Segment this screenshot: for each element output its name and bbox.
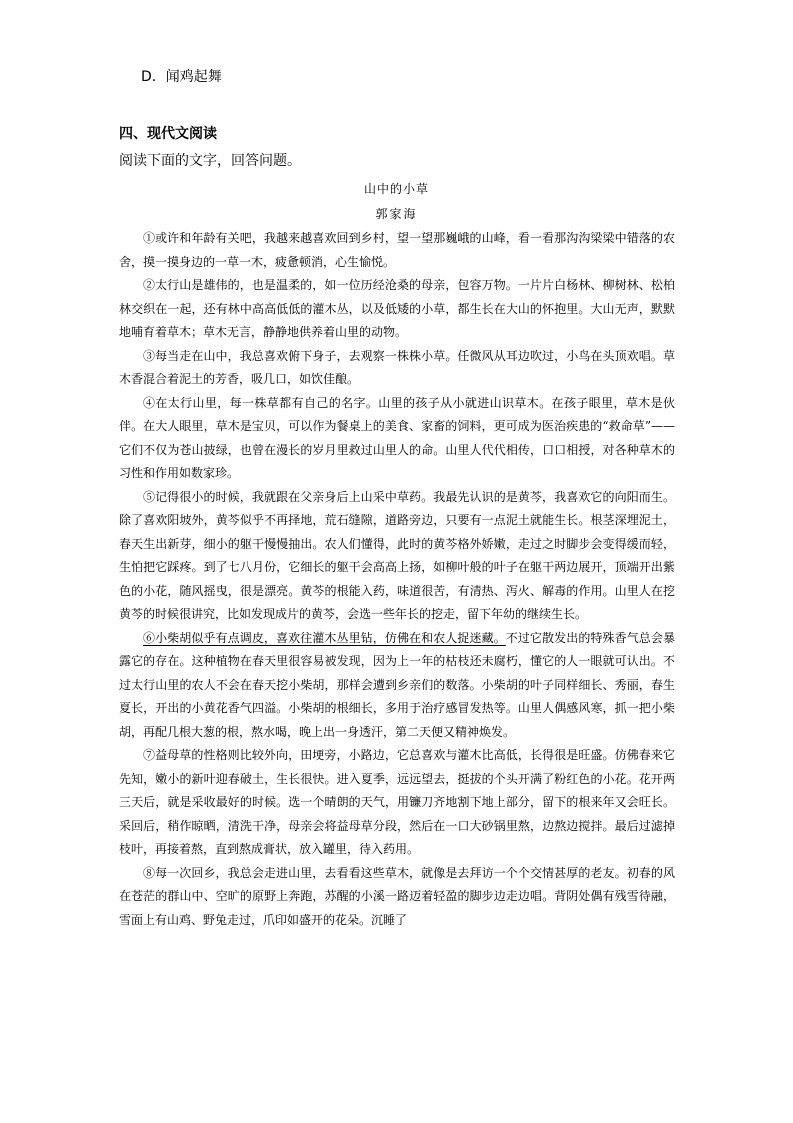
reading-instruction: 阅读下面的文字，回答问题。 xyxy=(119,153,301,169)
paragraph-5: ⑤记得很小的时候，我就跟在父亲身后上山采中草药。我最先认识的是黄芩，我喜欢它的向阳而生。除了喜欢阳坡外，黄芩似乎不再择地，荒石缝隙，道路旁边，只要有一点泥土就能生长。根茎深埋泥土，春天生出新芽，细小的躯干慢慢抽出。农人们懂得，此时的黄芩格外娇嫩，走过之时脚步会变得缓而轻，生怕把它踩疼。到了七八月份，它细长的躯干会高高上扬，如柳叶般的叶子在躯干两边展开，顶端开出紫色的小花，随风摇曳，很是漂亮。黄芩的根能入药，味道很苦，有清热、泻火、解毒的作用。山里人在挖黄芩的时候很讲究，比如发现成片的黄芩，会选一些年长的挖走，留下年幼的继续生长。 xyxy=(119,489,675,621)
underlined-sentence: ⑥小柴胡似乎有点调皮，喜欢往灌木丛里钻，仿佛在和农人捉迷藏。 xyxy=(143,630,506,645)
article-author: 郭家海 xyxy=(375,207,418,221)
paragraph-3: ③每当走在山中，我总喜欢俯下身子，去观察一株株小草。任微风从耳边吹过，小鸟在头顶欢唱。草木香混合着泥土的芳香，吸几口，如饮佳酿。 xyxy=(119,348,675,386)
section-heading: 四、现代文阅读 xyxy=(119,126,217,142)
paragraph-1: ①或许和年龄有关吧，我越来越喜欢回到乡村，望一望那巍峨的山峰，看一看那沟沟梁梁中错落的农舍，摸一摸身边的一草一木，疲惫顿消，心生愉悦。 xyxy=(119,231,675,269)
answer-option-d: D．闻鸡起舞 xyxy=(141,69,222,85)
paragraph-7: ⑦益母草的性格则比较外向，田埂旁，小路边，它总喜欢与灌木比高低，长得很是旺盛。仿佛春来它先知，嫩小的新叶迎春破土，生长很快。进入夏季，远远望去，挺拔的个头开满了粉红色的小花。花开两三天后，就是采收最好的时候。选一个晴朗的天气，用镰刀齐地割下地上部分，留下的根来年又会旺长。采回后，稍作晾晒，清洗干净，母亲会将益母草分段，然后在一口大砂锅里熬，边熬边搅拌。最后过滤掉枝叶，再接着熬，直到熬成膏状，放入罐里，待入药用。 xyxy=(119,748,675,856)
paragraph-8: ⑧每一次回乡，我总会走进山里，去看看这些草木，就像是去拜访一个个交情甚厚的老友。初春的风在苍茫的群山中、空旷的原野上奔跑，苏醒的小溪一路迈着轻盈的脚步边走边唱。背阴处偶有残雪待融，雪面上有山鸡、野兔走过，爪印如盛开的花朵。沉睡了 xyxy=(119,865,675,927)
paragraph-4: ④在太行山里，每一株草都有自己的名字。山里的孩子从小就进山识草木。在孩子眼里，草木是伙伴。在大人眼里，草木是宝贝，可以作为餐桌上的美食、家畜的饲料，更可成为医治疾患的“救命草”——它们不仅为苍山披绿，也曾在漫长的岁月里救过山里人的命。山里人代代相传，口口相授，对各种草木的习性和作用如数家珍。 xyxy=(119,395,675,480)
paragraph-6 xyxy=(119,627,675,745)
paragraph-6-rest: 不过它散发出的特殊香气总会暴露它的存在。这种植物在春天里很容易被发现，因为上一年的枯枝还未腐朽，懂它的人一眼就可认出。不过太行山里的农人不会在春天挖小柴胡，那样会遭到乡亲们的数落。小柴胡的叶子同样细长、秀丽，春生夏长，开出的小黄花香气四溢。小柴胡的根细长，多用于治疗感冒发热等。山里人偶感风寒，抓一把小柴胡，再配几根大葱的根，熬水喝，晚上出一身透汗，第二天便又精神焕发。 xyxy=(119,630,675,739)
article-title: 山中的小草 xyxy=(363,182,429,196)
article-body xyxy=(119,227,675,932)
paragraph-2: ②太行山是雄伟的，也是温柔的，如一位历经沧桑的母亲，包容万物。一片片白杨林、柳树林、松柏林交织在一起，还有林中高高低低的灌木丛，以及低矮的小草，都生长在大山的怀抱里。大山无声，默默地哺育着草木；草木无言，静静地供养着山里的动物。 xyxy=(119,278,675,339)
